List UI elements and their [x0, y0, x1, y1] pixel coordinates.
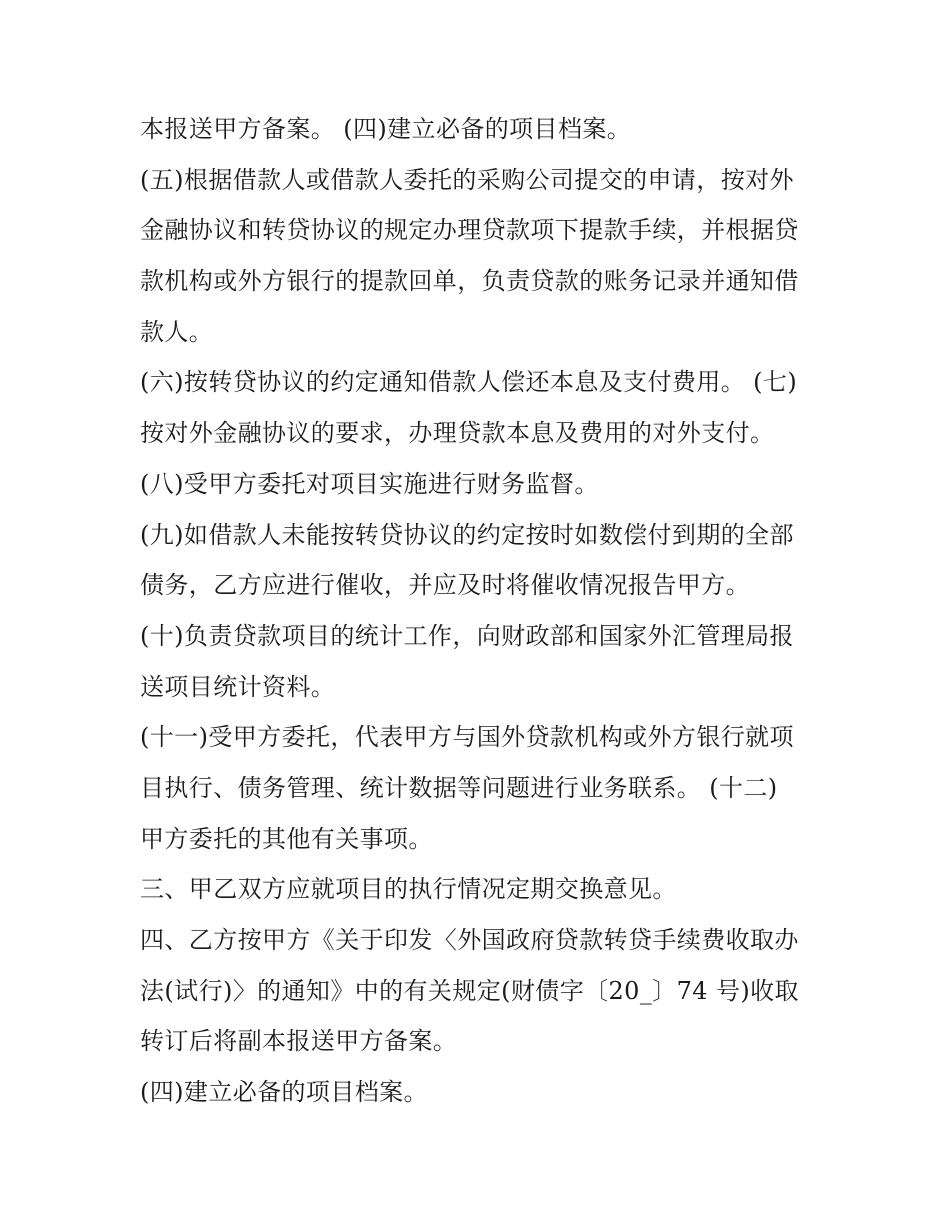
text-line: 款机构或外方银行的提款回单，负责贷款的账务记录并通知借 — [140, 267, 799, 296]
text-line: (九)如借款人未能按转贷协议的约定按时如数偿付到期的全部 — [140, 520, 794, 549]
text-line: 债务，乙方应进行催收，并应及时将催收情况报告甲方。 — [140, 571, 750, 600]
text-line: (四)建立必备的项目档案。 — [140, 1078, 428, 1107]
text-line: 本报送甲方备案。 (四)建立必备的项目档案。 — [140, 115, 632, 143]
text-line: 款人。 — [140, 317, 214, 346]
text-line: 四、乙方按甲方《关于印发〈外国政府贷款转贷手续费收取办 — [140, 926, 799, 954]
text-line: 目执行、债务管理、统计数据等问题进行业务联系。 (十二) — [140, 773, 778, 802]
text-line: 送项目统计资料。 — [140, 672, 336, 701]
text-line: (十一)受甲方委托，代表甲方与国外贷款机构或外方银行就项 — [140, 723, 794, 752]
text-line: (八)受甲方委托对项目实施进行财务监督。 — [140, 469, 599, 498]
text-line: (五)根据借款人或借款人委托的采购公司提交的申请，按对外 — [140, 165, 794, 194]
text-line: 金融协议和转贷协议的规定办理贷款项下提款手续，并根据贷 — [140, 216, 799, 245]
text-line: (六)按转贷协议的约定通知借款人偿还本息及支付费用。 (七) — [140, 368, 798, 397]
text-line: 三、甲乙双方应就项目的执行情况定期交换意见。 — [140, 875, 677, 904]
text-line: 甲方委托的其他有关事项。 — [140, 824, 433, 853]
document-body — [140, 104, 820, 1118]
text-line: (十)负责贷款项目的统计工作，向财政部和国家外汇管理局报 — [140, 621, 794, 650]
text-line: 法(试行)〉的通知》中的有关规定(财债字〔20_〕74 号)收取 — [140, 976, 799, 1005]
text-line: 转订后将副本报送甲方备案。 — [140, 1027, 458, 1056]
text-line: 按对外金融协议的要求，办理贷款本息及费用的对外支付。 — [140, 419, 775, 448]
